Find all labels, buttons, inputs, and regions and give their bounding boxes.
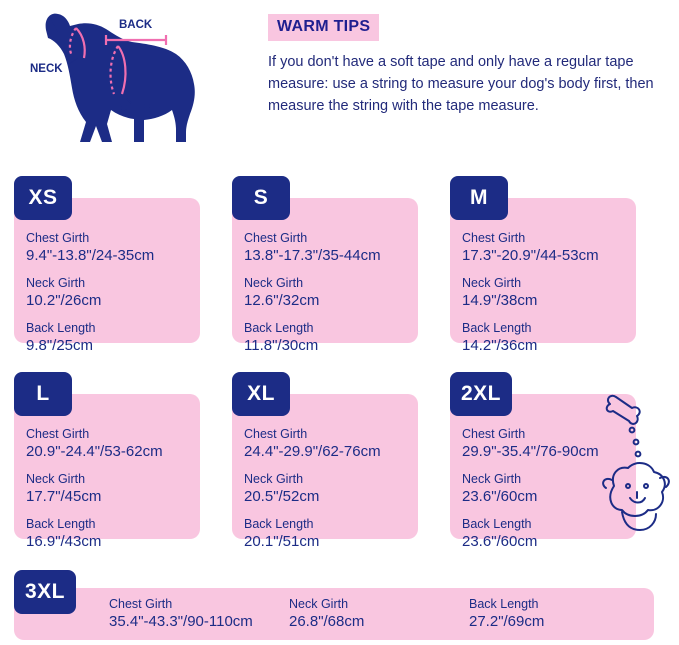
back-length-field [244, 320, 418, 356]
back-length-field [244, 516, 418, 552]
warm-tips-title: WARM TIPS [268, 14, 379, 41]
back-length-label: Back Length [244, 517, 314, 531]
header-section [0, 0, 679, 150]
back-length-value: 16.9"/43cm [26, 533, 102, 550]
chest-girth-label: Chest Girth [26, 427, 90, 441]
chest-girth-field [244, 230, 418, 266]
size-card-3xl [14, 580, 654, 640]
warm-tips-text: If you don't have a soft tape and only have a regular tape measure: use a string to measure your dog's body first, then measure the string with the tape measure. [268, 54, 654, 114]
neck-girth-label: Neck Girth [244, 276, 304, 290]
back-length-label: Back Length [244, 321, 314, 335]
neck-girth-label: Neck Girth [26, 472, 86, 486]
chest-girth-value: 9.4"-13.8"/24-35cm [26, 247, 155, 264]
chest-girth-value: 35.4"-43.3"/90-110cm [109, 613, 253, 630]
size-badge: L [14, 372, 72, 416]
chest-girth-value: 20.9"-24.4"/53-62cm [26, 443, 163, 460]
back-length-value: 14.2"/36cm [462, 337, 538, 354]
neck-girth-label: Neck Girth [462, 472, 522, 486]
neck-girth-value: 17.7"/45cm [26, 488, 102, 505]
chest-girth-field [244, 426, 418, 462]
neck-girth-value: 14.9"/38cm [462, 292, 538, 309]
chest-girth-label: Chest Girth [244, 427, 308, 441]
size-card-s [232, 186, 418, 354]
back-length-field [462, 320, 636, 356]
neck-girth-value: 26.8"/68cm [289, 613, 365, 630]
warm-tips-block [268, 14, 668, 117]
neck-girth-label: Neck Girth [462, 276, 522, 290]
svg-text:CHEST: CHEST [119, 103, 158, 115]
back-length-label: Back Length [26, 517, 96, 531]
chest-girth-label: Chest Girth [462, 231, 526, 245]
back-length-field [469, 596, 649, 632]
back-length-label: Back Length [462, 321, 532, 335]
neck-girth-label: Neck Girth [289, 597, 349, 611]
svg-text:NECK: NECK [30, 63, 63, 75]
size-badge: 2XL [450, 372, 512, 416]
back-length-value: 27.2"/69cm [469, 613, 545, 630]
size-badge: XL [232, 372, 290, 416]
back-length-field [26, 516, 200, 552]
neck-girth-label: Neck Girth [244, 472, 304, 486]
neck-girth-value: 20.5"/52cm [244, 488, 320, 505]
svg-text:BACK: BACK [119, 19, 153, 31]
neck-girth-value: 10.2"/26cm [26, 292, 102, 309]
size-badge: S [232, 176, 290, 220]
back-length-label: Back Length [26, 321, 96, 335]
neck-girth-field [26, 275, 200, 311]
chest-girth-value: 24.4"-29.9"/62-76cm [244, 443, 381, 460]
back-length-value: 20.1"/51cm [244, 533, 320, 550]
back-length-value: 23.6"/60cm [462, 533, 538, 550]
chest-girth-label: Chest Girth [26, 231, 90, 245]
size-card-xl [232, 382, 418, 550]
chest-girth-field [462, 230, 636, 266]
dog-measurement-diagram [14, 6, 244, 151]
neck-girth-label: Neck Girth [26, 276, 86, 290]
neck-girth-field [26, 471, 200, 507]
size-badge: 3XL [14, 570, 76, 614]
chest-girth-field [109, 596, 289, 632]
chest-girth-value: 17.3"-20.9"/44-53cm [462, 247, 599, 264]
chest-girth-label: Chest Girth [109, 597, 173, 611]
size-card-m [450, 186, 636, 354]
neck-girth-value: 23.6"/60cm [462, 488, 538, 505]
chest-girth-value: 13.8"-17.3"/35-44cm [244, 247, 381, 264]
size-card-xs [14, 186, 200, 354]
back-length-value: 9.8"/25cm [26, 337, 94, 354]
neck-girth-field [244, 275, 418, 311]
neck-girth-field [462, 275, 636, 311]
chest-girth-field [26, 426, 200, 462]
chest-girth-field [26, 230, 200, 266]
size-card-l [14, 382, 200, 550]
back-length-label: Back Length [462, 517, 532, 531]
neck-girth-field [289, 596, 469, 632]
chest-girth-label: Chest Girth [462, 427, 526, 441]
back-length-label: Back Length [469, 597, 539, 611]
size-badge: XS [14, 176, 72, 220]
back-length-field [26, 320, 200, 356]
neck-girth-field [244, 471, 418, 507]
dog-doodle-illustration [588, 388, 678, 548]
size-badge: M [450, 176, 508, 220]
neck-girth-value: 12.6"/32cm [244, 292, 320, 309]
chest-girth-label: Chest Girth [244, 231, 308, 245]
back-length-value: 11.8"/30cm [244, 337, 319, 354]
chest-girth-value: 29.9"-35.4"/76-90cm [462, 443, 599, 460]
